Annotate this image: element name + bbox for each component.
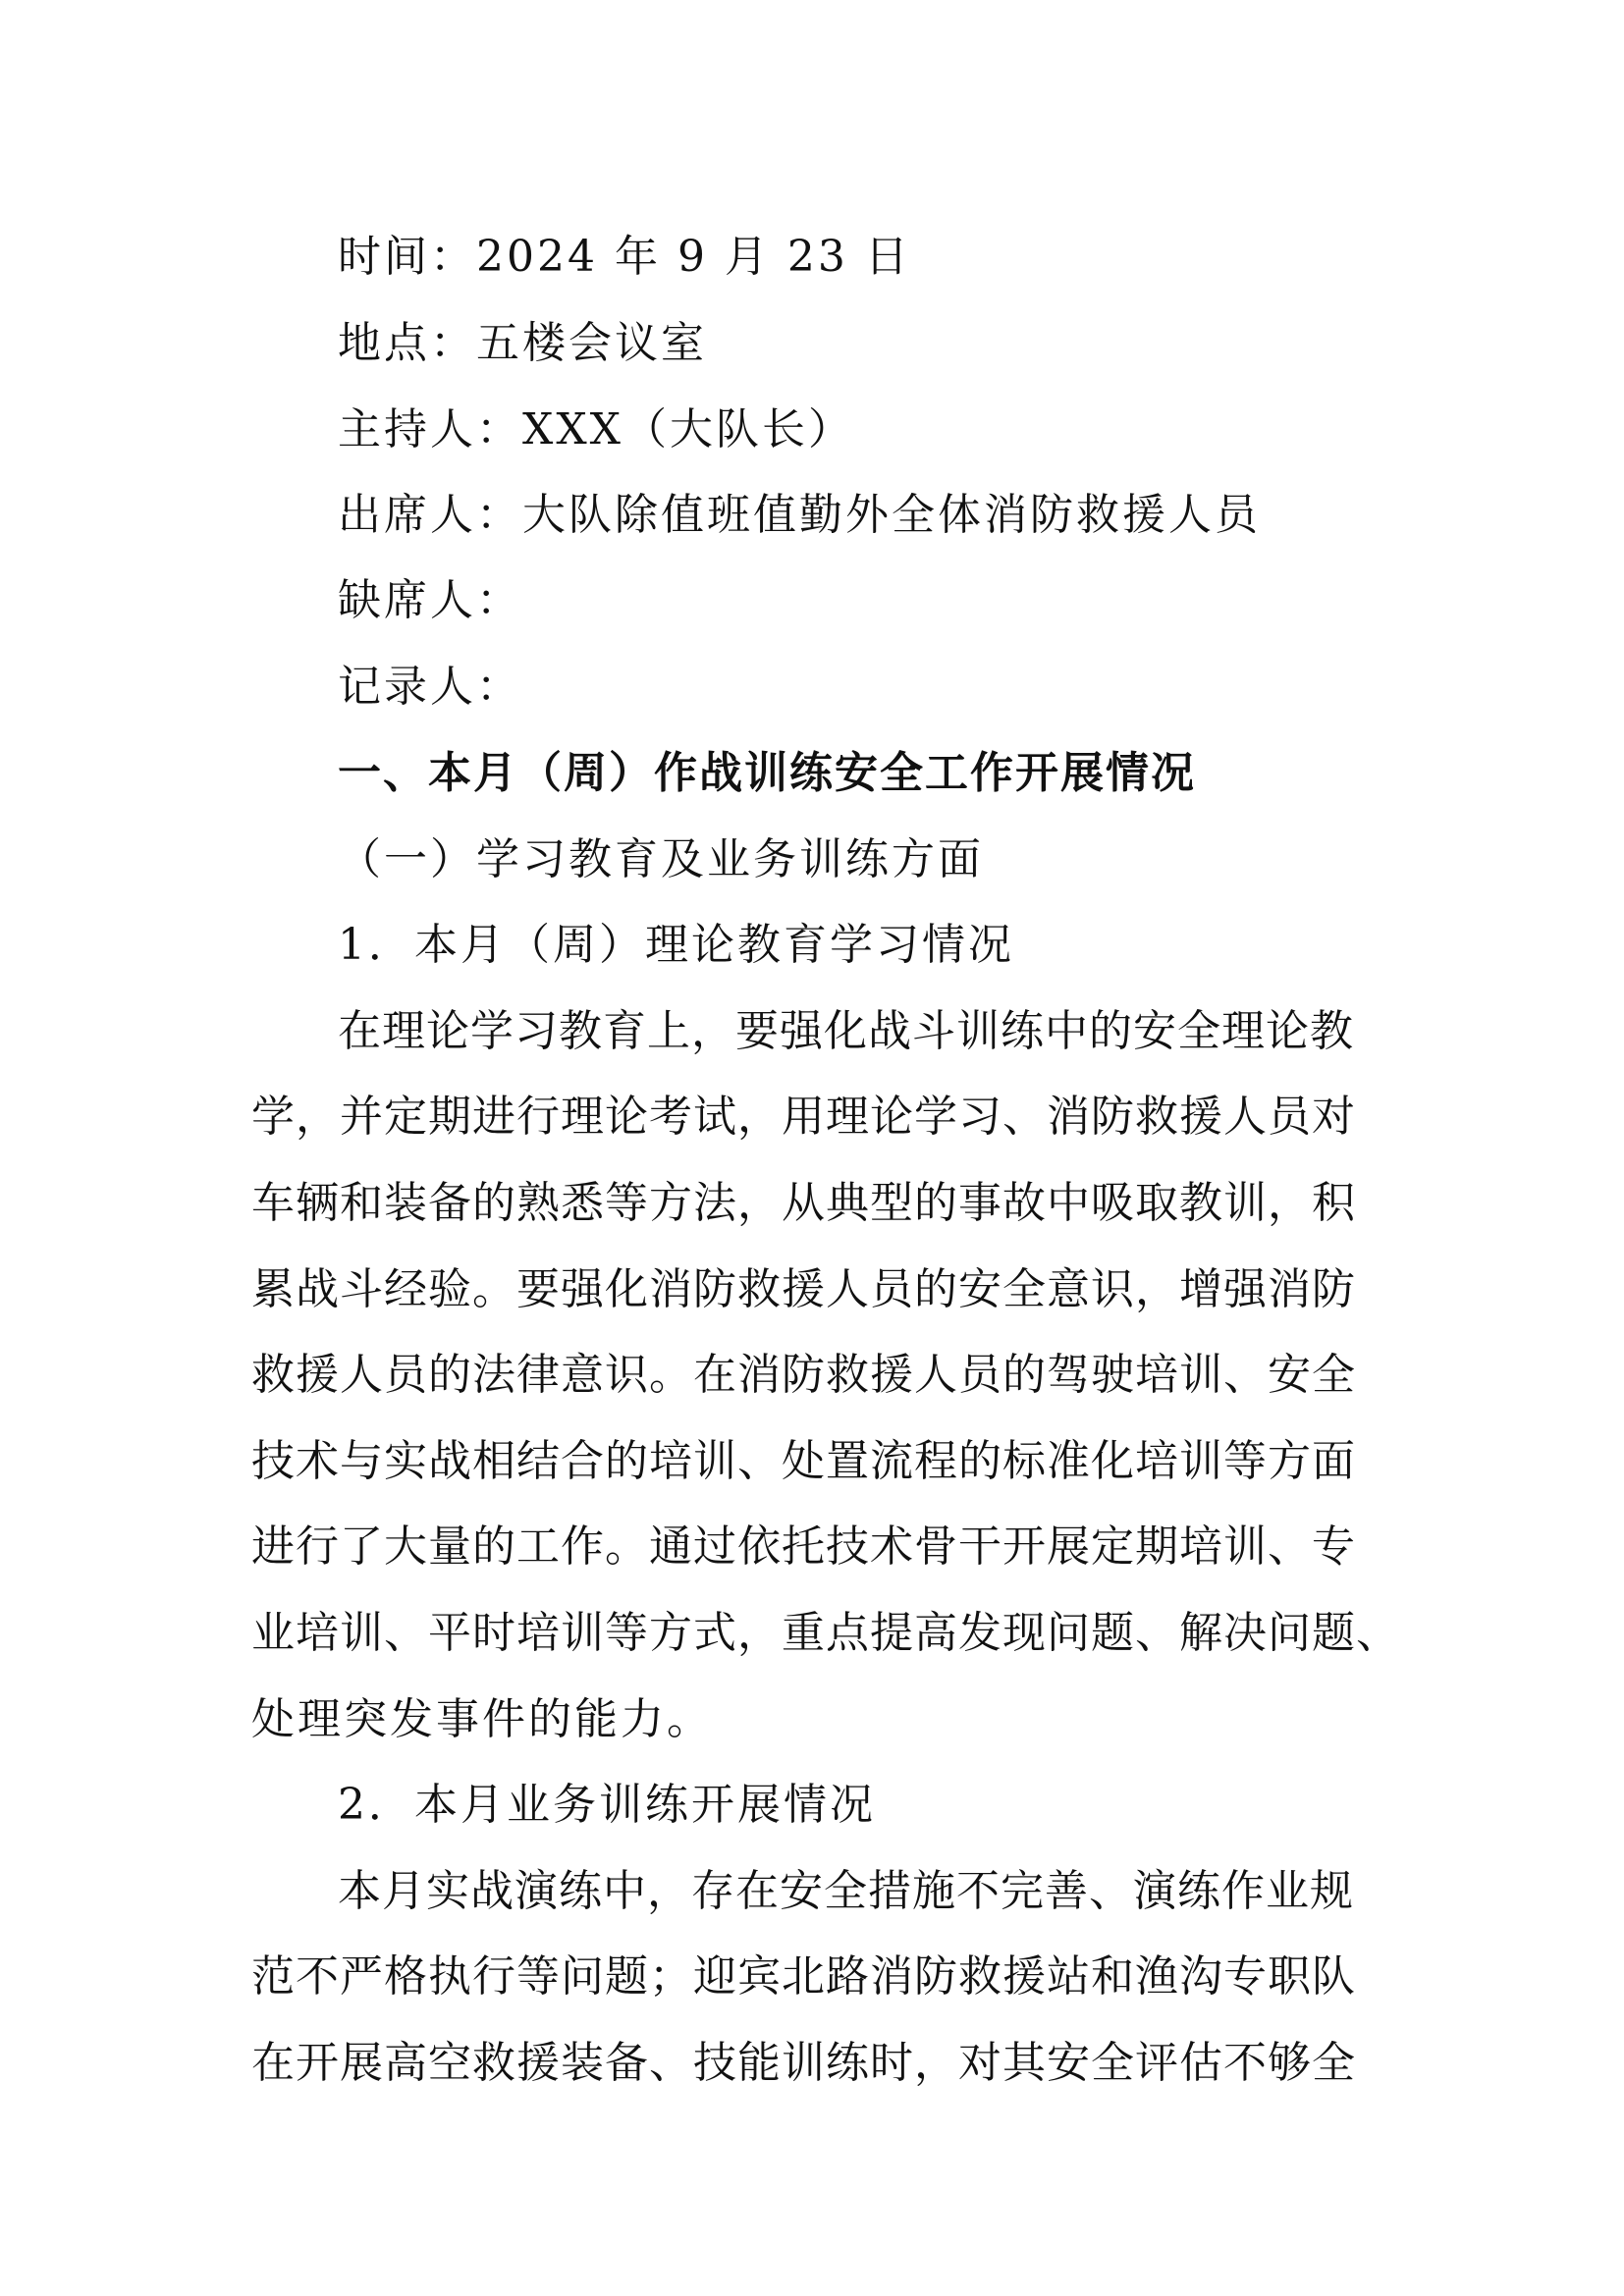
section-heading: 一、本月（周）作战训练安全工作开展情况 bbox=[338, 748, 1196, 798]
item-heading: 2．本月业务训练开展情况 bbox=[338, 1780, 876, 1830]
meeting-host: 主持人：XXX（大队长） bbox=[338, 404, 854, 454]
paragraph-line: 进行了大量的工作。通过依托技术骨干开展定期培训、专 bbox=[251, 1522, 1356, 1572]
meeting-absentees: 缺席人： bbox=[338, 575, 522, 625]
item-heading: 1．本月（周）理论教育学习情况 bbox=[338, 920, 1014, 970]
paragraph-line: 车辆和装备的熟悉等方法，从典型的事故中吸取教训，积 bbox=[251, 1178, 1356, 1228]
paragraph-line: 累战斗经验。要强化消防救援人员的安全意识，增强消防 bbox=[251, 1264, 1356, 1314]
paragraph-line: 学，并定期进行理论考试，用理论学习、消防救援人员对 bbox=[251, 1092, 1356, 1142]
paragraph-line: 技术与实战相结合的培训、处置流程的标准化培训等方面 bbox=[251, 1436, 1356, 1486]
subsection-heading: （一）学习教育及业务训练方面 bbox=[338, 834, 984, 884]
paragraph-line: 范不严格执行等问题；迎宾北路消防救援站和渔沟专职队 bbox=[251, 1951, 1356, 2002]
meeting-attendees: 出席人：大队除值班值勤外全体消防救援人员 bbox=[338, 490, 1261, 540]
paragraph-line: 本月实战演练中，存在安全措施不完善、演练作业规 bbox=[338, 1866, 1354, 1916]
paragraph-line: 业培训、平时培训等方式，重点提高发现问题、解决问题、 bbox=[251, 1608, 1400, 1658]
paragraph-line: 在开展高空救援装备、技能训练时，对其安全评估不够全 bbox=[251, 2038, 1356, 2088]
paragraph-line: 救援人员的法律意识。在消防救援人员的驾驶培训、安全 bbox=[251, 1350, 1356, 1400]
paragraph-line: 在理论学习教育上，要强化战斗训练中的安全理论教 bbox=[338, 1006, 1354, 1056]
meeting-time: 时间：2024 年 9 月 23 日 bbox=[338, 232, 911, 282]
meeting-location: 地点：五楼会议室 bbox=[338, 318, 707, 368]
meeting-recorder: 记录人： bbox=[338, 662, 522, 712]
paragraph-line: 处理突发事件的能力。 bbox=[251, 1694, 713, 1744]
